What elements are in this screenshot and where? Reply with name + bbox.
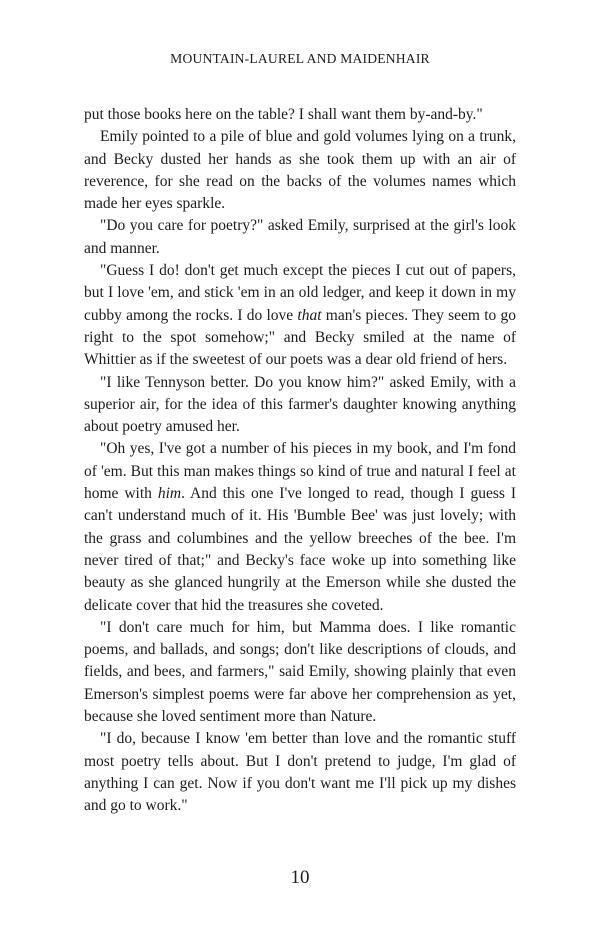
paragraph-text: . And this one I've longed to read, though I guess I can't understand much of it. His 'Bumble Bee' was just lovely; with the grass and columbines and the yellow breeches of the bee. I'm never tired of that;" and Becky's face woke up into something like beauty as she glanced hungrily at the Emerson while she dusted the delicate cover that hid the treasures she coveted.	[84, 485, 516, 614]
paragraph-continued: put those books here on the table? I shall want them by-and-by."	[84, 106, 483, 123]
paragraph	[84, 438, 516, 616]
paragraph: "I do, because I know 'em better than love and the romantic stuff most poetry tells about. But I don't pretend to judge, I'm glad of anything I can get. Now if you don't want me I'll pick up my dishes and go to work."	[84, 730, 516, 815]
running-head: MOUNTAIN-LAUREL AND MAIDENHAIR	[170, 51, 430, 66]
emphasis-text: that	[297, 306, 322, 324]
paragraph-text: man's pieces. They seem to go right to the spot somehow;" and Becky smiled at the name of Whittier as if the sweetest of our poets was a dear old friend of hers.	[84, 306, 516, 369]
paragraph: "I like Tennyson better. Do you know him?" asked Emily, with a superior air, for the idea of this farmer's daughter knowing anything about poetry amused her.	[84, 373, 516, 436]
paragraph	[84, 260, 516, 371]
paragraph: "Do you care for poetry?" asked Emily, surprised at the girl's look and manner.	[84, 217, 516, 257]
paragraph-text: "Guess I do! don't get much except the pieces I cut out of papers, but I love 'em, and stick 'em in an old ledger, and keep it down in my cubby among the rocks. I do love	[84, 262, 516, 324]
page-number: 10	[290, 867, 310, 888]
paragraph-text: "Oh yes, I've got a number of his pieces in my book, and I'm fond of 'em. But this man makes things so kind of true and natural I feel at home with	[84, 440, 516, 503]
paragraph: Emily pointed to a pile of blue and gold volumes lying on a trunk, and Becky dusted her hands as she took them up with an air of reverence, for she read on the backs of the volumes names which made her eyes sparkle.	[84, 128, 516, 213]
paragraph: "I don't care much for him, but Mamma does. I like romantic poems, and ballads, and songs; don't like descriptions of clouds, and fields, and bees, and farmers," said Emily, showing plainly that even Emerson's simplest poems were far above her comprehension as yet, because she loved sentiment more than Nature.	[84, 618, 516, 726]
emphasis-text: him	[157, 485, 182, 503]
body-text	[84, 104, 516, 818]
